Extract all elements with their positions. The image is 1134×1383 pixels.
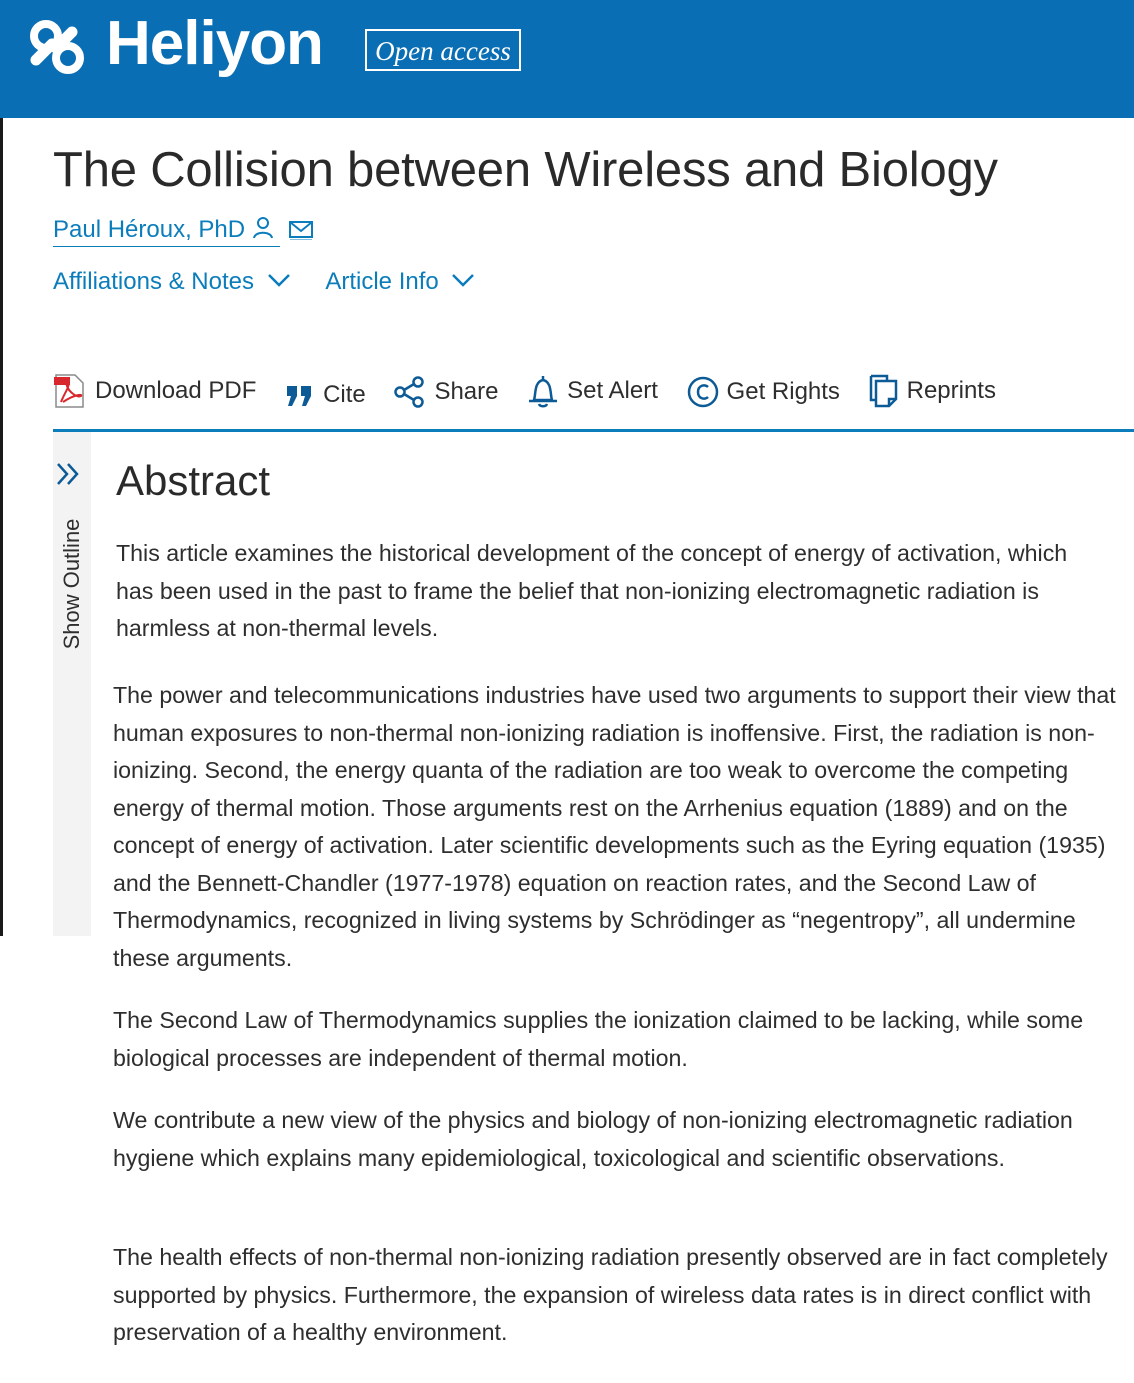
set-alert-button[interactable] xyxy=(527,374,658,408)
abstract-paragraph: The power and telecommunications industries have used two arguments to support their view that human exposures to non-thermal non-ionizing radiation is inoffensive. First, the radiation is non-ionizing. Second, the energy quanta of the radiation are too weak to overcome the competing energy of thermal motion. Those arguments rest on the Arrhenius equation (1889) and on the concept of energy of activation. Later scientific developments such as the Eyring equation (1935) and the Bennett-Chandler (1977-1978) equation on reaction rates, and the Second Law of Thermodynamics, recognized in living systems by Schrödinger as “negentropy”, all undermine these arguments. xyxy=(113,682,1116,971)
set-alert-label: Set Alert xyxy=(567,377,658,404)
double-chevron-right-icon[interactable] xyxy=(55,460,81,488)
show-outline-label[interactable]: Show Outline xyxy=(59,518,84,650)
quote-icon xyxy=(285,382,315,408)
download-pdf-label: Download PDF xyxy=(95,377,257,404)
chevron-down-icon xyxy=(451,273,475,287)
abstract-paragraph: This article examines the historical development of the concept of energy of activation, which has been used in the past to frame the belief that non-ionizing electromagnetic radiation is harmless at non-thermal levels. xyxy=(116,540,1068,641)
outline-sidebar[interactable] xyxy=(53,432,91,936)
share-icon xyxy=(394,376,426,408)
abstract-paragraph: We contribute a new view of the physics and biology of non-ionizing electromagnetic radiation hygiene which explains many epidemiological, toxicological and scientific observations. xyxy=(113,1107,1073,1171)
reprints-label: Reprints xyxy=(906,377,996,404)
affiliations-notes-label: Affiliations & Notes xyxy=(53,268,254,295)
article-info-label: Article Info xyxy=(325,268,439,295)
abstract-paragraph: The Second Law of Thermodynamics supplies the ionization claimed to be lacking, while some biological processes are independent of thermal motion. xyxy=(113,1007,1084,1071)
article-title: The Collision between Wireless and Biology xyxy=(53,143,998,197)
journal-header xyxy=(0,0,1134,118)
cite-button[interactable] xyxy=(285,381,366,409)
open-access-badge: Open access xyxy=(365,29,521,71)
toolbar-divider xyxy=(53,429,1134,432)
author-row xyxy=(53,216,314,248)
author-link[interactable] xyxy=(53,216,280,247)
envelope-icon[interactable] xyxy=(288,218,314,240)
chevron-down-icon xyxy=(267,273,291,287)
abstract-heading: Abstract xyxy=(116,457,271,504)
share-label: Share xyxy=(434,378,499,405)
author-name: Paul Héroux, PhD xyxy=(53,216,246,243)
bell-icon xyxy=(527,374,559,408)
journal-brand[interactable]: Heliyon xyxy=(106,9,323,78)
cite-label: Cite xyxy=(323,381,366,408)
person-icon xyxy=(252,216,274,240)
reprints-icon xyxy=(869,374,899,408)
get-rights-label: Get Rights xyxy=(726,378,840,405)
download-pdf-button[interactable] xyxy=(53,374,256,408)
reprints-button[interactable] xyxy=(869,374,996,408)
get-rights-button[interactable] xyxy=(687,376,840,408)
abstract-paragraph: The health effects of non-thermal non-ionizing radiation presently observed are in fact completely supported by physics. Furthermore, the expansion of wireless data rates is in direct conflict with preservation of a healthy environment. xyxy=(113,1244,1108,1345)
left-divider xyxy=(0,118,3,936)
share-button[interactable] xyxy=(394,376,498,408)
article-toolbar xyxy=(53,374,1018,414)
article-meta-links xyxy=(53,268,503,296)
affiliations-notes-toggle[interactable] xyxy=(53,268,291,296)
article-info-toggle[interactable] xyxy=(325,268,475,296)
copyright-icon xyxy=(687,376,719,408)
heliyon-logo-icon[interactable] xyxy=(26,18,88,76)
pdf-icon xyxy=(53,374,87,408)
